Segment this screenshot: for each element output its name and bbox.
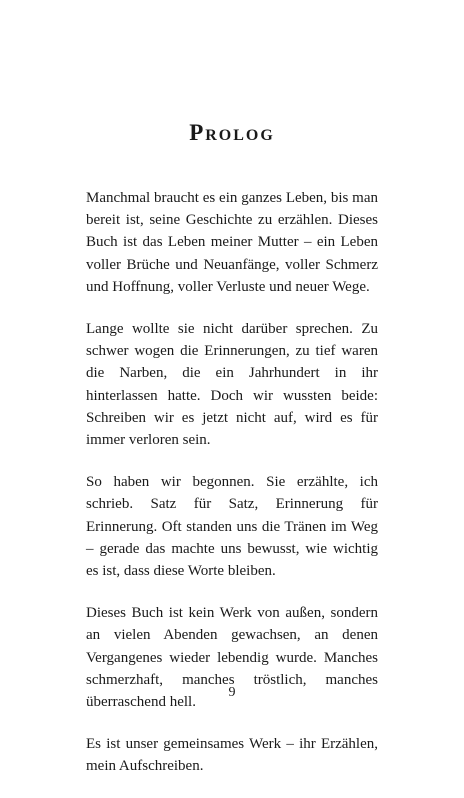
paragraph-1: Manchmal braucht es ein ganzes Leben, bis man bereit ist, seine Geschichte zu erzählen. Dieses Buch ist das Leben meiner Mutter – ein Leben voller Brüche und Neuanfänge, voller Schmerz und Hoffnung, voller Verluste und neuer Wege. (86, 190, 378, 295)
chapter-title: Prolog (189, 120, 275, 145)
paragraph-5: Es ist unser gemeinsames Werk – ihr Erzählen, mein Aufschreiben. (86, 736, 378, 775)
page-number: 9 (228, 685, 236, 700)
paragraph-2: Lange wollte sie nicht darüber sprechen. Zu schwer wogen die Erinnerungen, zu tief waren die Narben, die ein Jahrhundert in ihr hinterlassen hatte. Doch wir wussten beide: Schreiben wir es jetzt nicht auf, wird es für immer verloren sein. (86, 321, 378, 449)
chapter-body (86, 187, 378, 798)
paragraph-4: Dieses Buch ist kein Werk von außen, sondern an vielen Abenden gewachsen, an denen Vergangenes wieder lebendig wurde. Manches schmerzhaft, manches tröstlich, manches überraschend hell. (86, 605, 378, 711)
paragraph-3: So haben wir begonnen. Sie erzählte, ich schrieb. Satz für Satz, Erinnerung für Erinnerung. Oft standen uns die Tränen im Weg – gerade das machte uns bewusst, wie wichtig es ist, dass diese Worte bleiben. (86, 474, 378, 580)
